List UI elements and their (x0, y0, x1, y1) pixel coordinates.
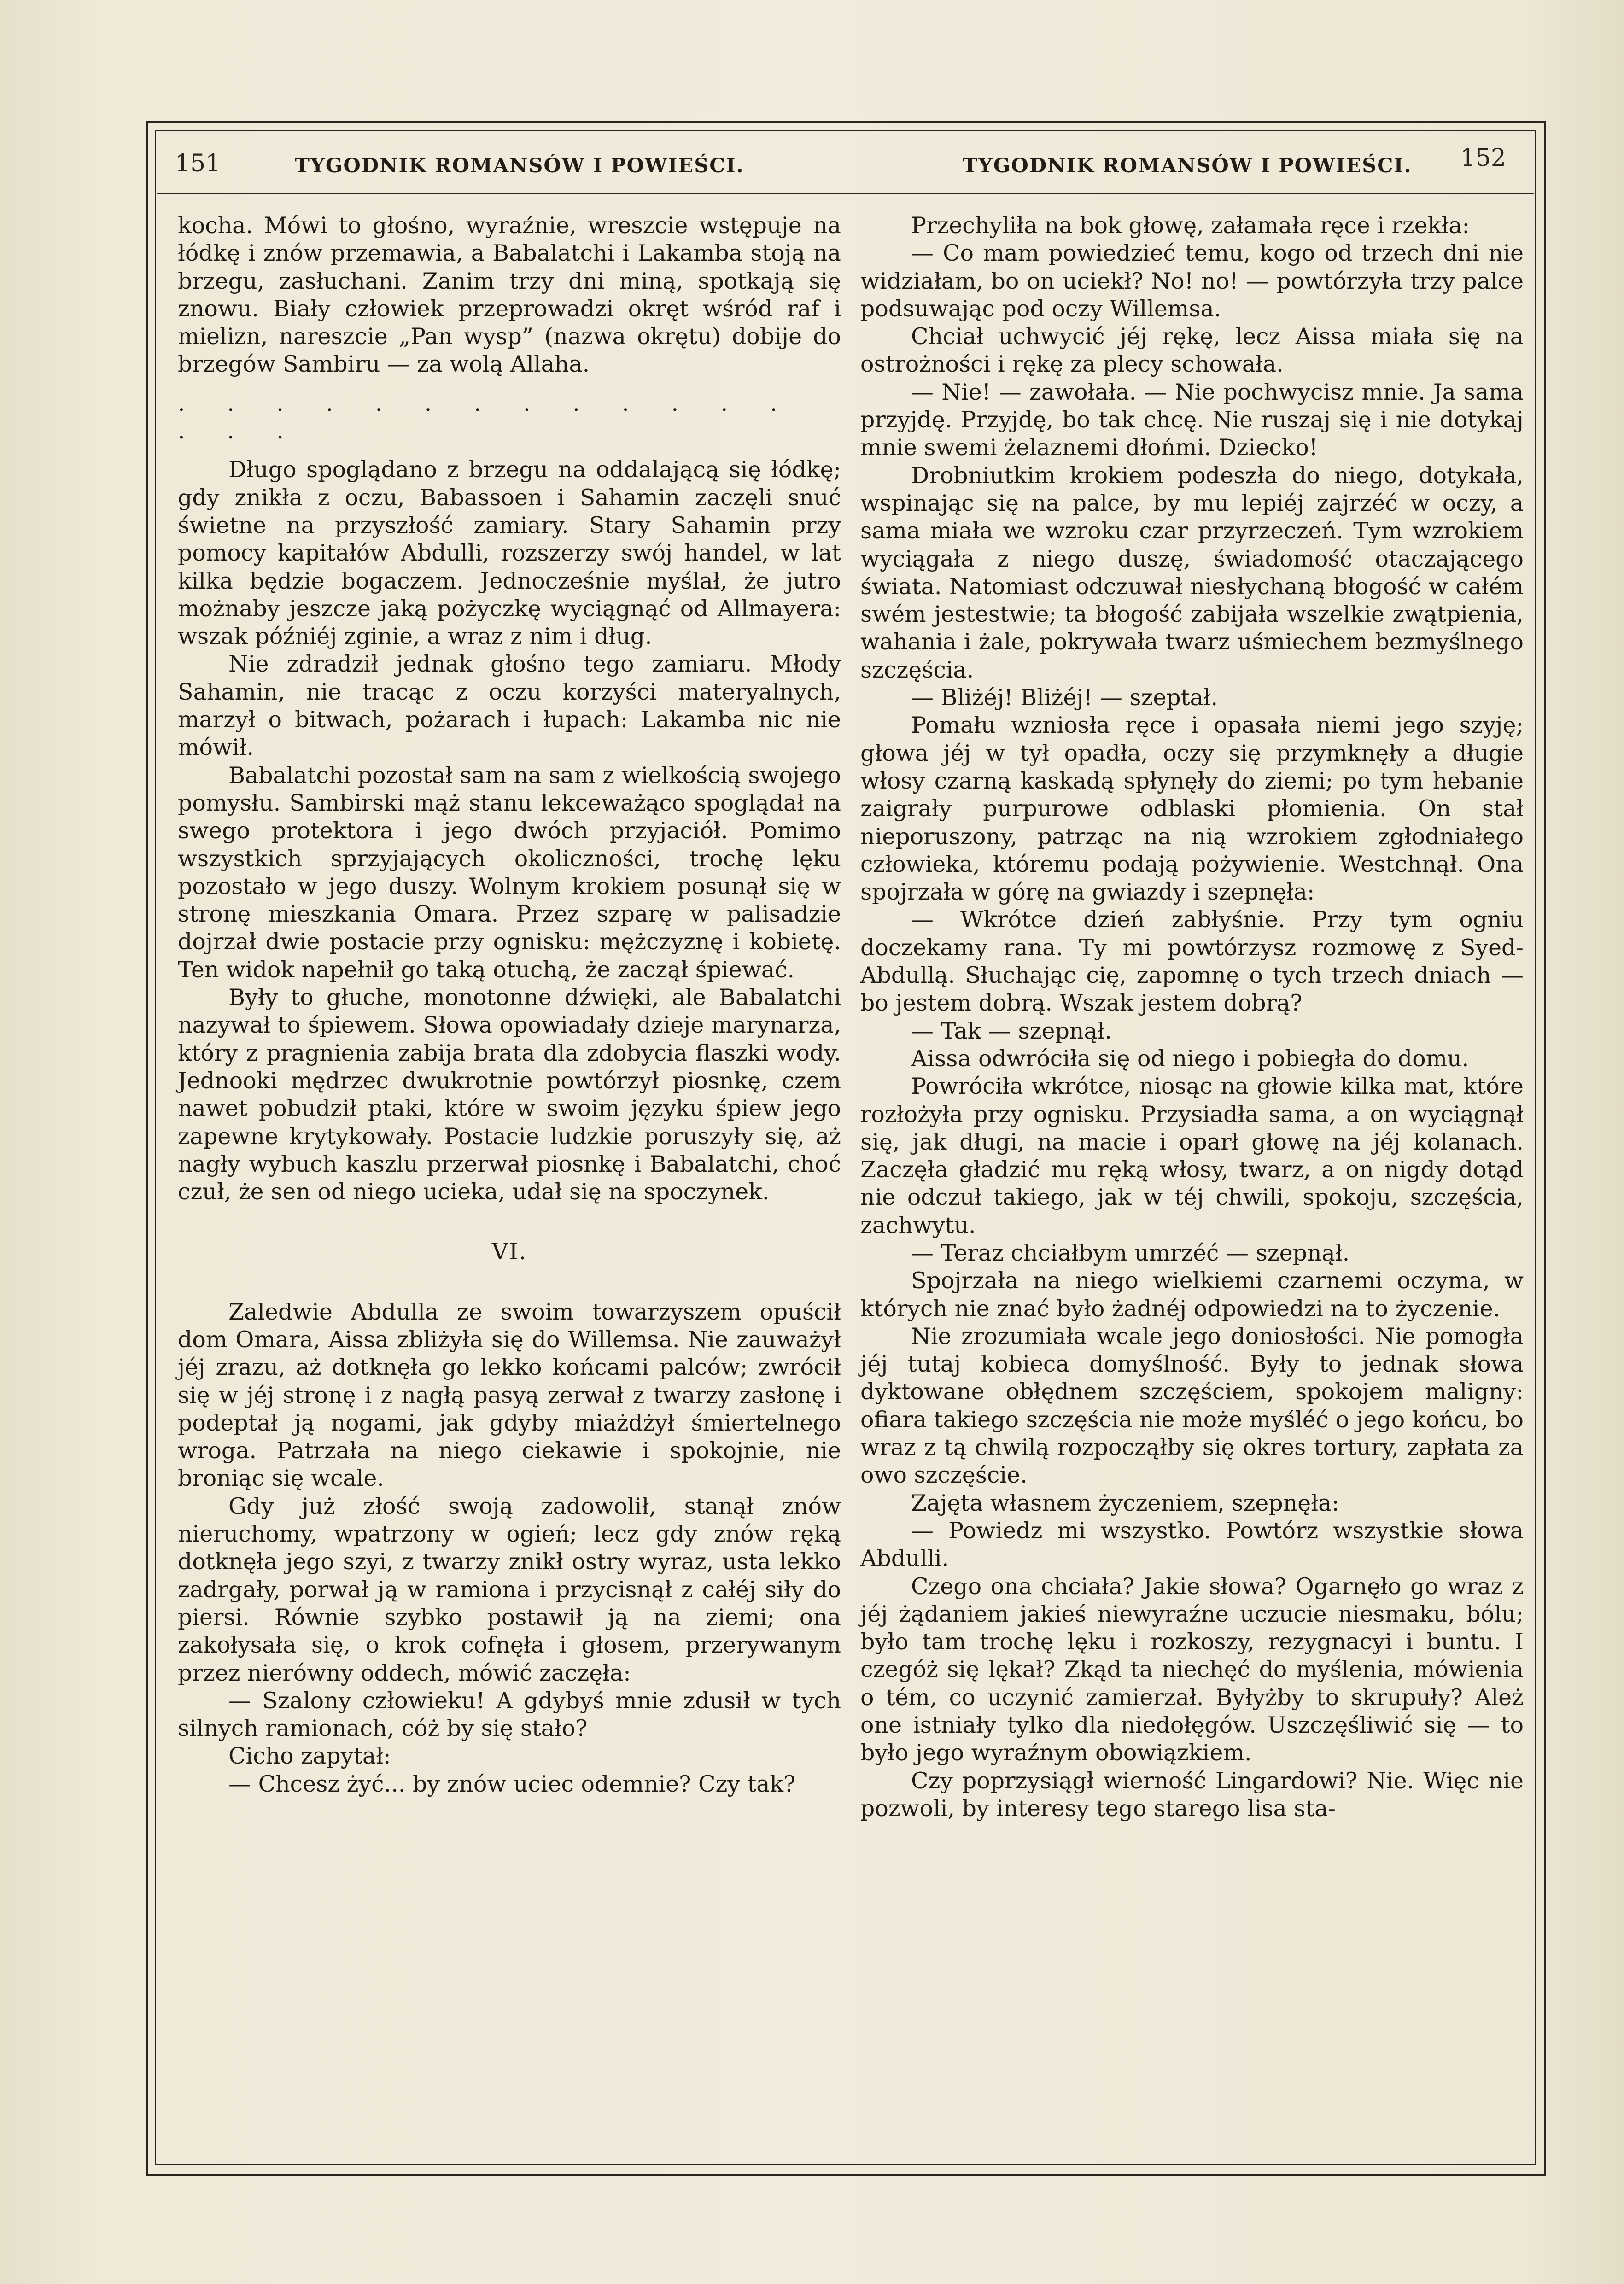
paragraph: — Chcesz żyć... by znów uciec odemnie? Czy tak? (228, 1770, 796, 1797)
paragraph: Zajęta własnem życzeniem, szepnęła: (911, 1490, 1339, 1516)
left-running-title: TYGODNIK ROMANSÓW I POWIEŚCI. (295, 154, 744, 177)
paragraph: — Nie! — zawołała. — Nie pochwycisz mnie. Ja sama przyjdę. Przyjdę, bo tak chcę. Nie ruszaj się i nie dotykaj mnie swemi żelaznemi dłońmi. Dziecko! (860, 379, 1524, 461)
paragraph: Nie zdradził jednak głośno tego zamiaru. Młody Sahamin, nie tracąc z oczu korzyści materyalnych, marzył o bitwach, pożarach i łupach: Lakamba nic nie mówił. (178, 651, 841, 761)
paragraph: Drobniutkim krokiem podeszła do niego, dotykała, wspinając się na palce, by mu lepiéj zajrzéć w oczy, a sama miała we wzroku czar przyrzeczeń. Tym wzrokiem wyciągała z niego duszę, świadomość otaczającego świata. Natomiast odczuwał niesłychaną błogość w całém swém jestestwie; ta błogość zabijała wszelkie zwątpienia, wahania i żale, pokrywała twarz uśmiechem bezmyślnego szczęścia. (860, 462, 1524, 683)
paragraph: Czy poprzysiągł wierność Lingardowi? Nie. Więc nie pozwoli, by interesy tego starego lisa sta- (860, 1767, 1524, 1822)
paragraph: Babalatchi pozostał sam na sam z wielkością swojego pomysłu. Sambirski mąż stanu lekceważąco spoglądał na swego protektora i jego dwóch przyjaciół. Pomimo wszystkich sprzyjających okoliczności, trochę lęku pozostało w jego duszy. Wolnym krokiem posunął się w stronę mieszkania Omara. Przez szparę w palisadzie dojrzał dwie postacie przy ognisku: mężczyznę i kobietę. Ten widok napełnił go taką otuchą, że zaczął śpiewać. (178, 762, 841, 983)
right-page-number: 152 (1460, 144, 1506, 172)
paragraph: Cicho zapytał: (228, 1743, 391, 1770)
chapter-heading: VI. (491, 1238, 527, 1265)
paragraph: — Szalony człowieku! A gdybyś mnie zdusił w tych silnych ramionach, cóż by się stało? (178, 1687, 841, 1742)
section-break-dots: . . . . . . . . . . . . . . . . (178, 390, 795, 444)
paragraph: Długo spoglądano z brzegu na oddalającą się łódkę; gdy znikła z oczu, Babassoen i Sahamin zaczęli snuć świetne na przyszłość zamiary. Stary Sahamin przy pomocy kapitałów Abdulli, rozszerzy swój handel, w lat kilka będzie bogaczem. Jednocześnie myślał, że jutro możnaby jeszcze jaką pożyczkę wyciągnąć od Allmayera: wszak późniéj zginie, a wraz z nim i dług. (178, 456, 841, 650)
right-column (860, 212, 1524, 1823)
paragraph: kocha. Mówi to głośno, wyraźnie, wreszcie wstępuje na łódkę i znów przemawia, a Babalatchi i Lakamba stoją na brzegu, zasłuchani. Zanim trzy dni miną, spotkają się znowu. Biały człowiek przeprowadzi okręt wśród raf i mielizn, nareszcie „Pan wysp” (nazwa okrętu) dobije do brzegów Sambiru — za wolą Allaha. (178, 212, 841, 378)
paragraph: Aissa odwróciła się od niego i pobiegła do domu. (911, 1045, 1469, 1072)
paragraph: — Co mam powiedzieć temu, kogo od trzech dni nie widziałam, bo on uciekł? No! no! — powtórzyła trzy palce podsuwając pod oczy Willemsa. (860, 240, 1524, 322)
paragraph: — Teraz chciałbym umrzéć — szepnął. (911, 1239, 1350, 1266)
paragraph: Zaledwie Abdulla ze swoim towarzyszem opuścił dom Omara, Aissa zbliżyła się do Willemsa. Nie zauważył jéj zrazu, aż dotknęła go lekko końcami palców; zwrócił się w jéj stronę i z nagłą pasyą zerwał z twarzy zasłonę i podeptał ją nogami, jak gdyby miażdżył śmiertelnego wroga. Patrzała na niego ciekawie i spokojnie, nie broniąc się wcale. (178, 1298, 841, 1492)
paragraph: Spojrzała na niego wielkiemi czarnemi oczyma, w których nie znać było żadnéj odpowiedzi na to życzenie. (860, 1268, 1524, 1322)
paragraph: Gdy już złość swoją zadowolił, stanął znów nieruchomy, wpatrzony w ogień; lecz gdy znów ręką dotknęła jego szyi, z twarzy znikł ostry wyraz, usta lekko zadrgały, porwał ją w ramiona i przycisnął z całéj siły do piersi. Równie szybko postawił ją na ziemi; ona zakołysała się, o krok cofnęła i głosem, przerywanym przez nierówny oddech, mówić zaczęła: (178, 1493, 841, 1686)
paragraph: Były to głuche, monotonne dźwięki, ale Babalatchi nazywał to śpiewem. Słowa opowiadały dzieje marynarza, który z pragnienia zabija brata dla zdobycia flaszki wody. Jednooki mędrzec dwukrotnie powtórzył piosnkę, czem nawet pobudził ptaki, które w swoim języku śpiew jego zapewne krytykowały. Postacie ludzkie poruszyły się, aż nagły wybuch kaszlu przerwał piosnkę i Babalatchi, choć czuł, że sen od niego ucieka, udał się na spoczynek. (178, 984, 841, 1205)
left-page-number: 151 (175, 150, 221, 177)
paragraph: — Powiedz mi wszystko. Powtórz wszystkie słowa Abdulli. (860, 1517, 1524, 1572)
paragraph: Czego ona chciała? Jakie słowa? Ogarnęło go wraz z jéj żądaniem jakieś niewyraźne uczucie niesmaku, bólu; było tam trochę lęku i rozkoszy, rezygnacyi i buntu. I czegóż się lękał? Zkąd ta niechęć do myślenia, mówienia o tém, co uczynić zamierzał. Byłyżby to skrupuły? Ależ one istniały tylko dla niedołęgów. Uszczęśliwić się — to było jego wyraźnym obowiązkiem. (860, 1573, 1524, 1766)
paragraph: Przechyliła na bok głowę, załamała ręce i rzekła: (911, 212, 1470, 239)
paragraph: Pomału wzniosła ręce i opasała niemi jego szyję; głowa jéj w tył opadła, oczy się przymknęły a długie włosy czarną kaskadą spłynęły do ziemi; po tym hebanie zaigrały purpurowe odblaski płomienia. On stał nieporuszony, patrząc na nią wzrokiem zgłodniałego człowieka, któremu podają pożywienie. Westchnął. Ona spojrzała w górę na gwiazdy i szepnęła: (860, 712, 1524, 905)
paragraph: — Tak — szepnął. (911, 1017, 1112, 1044)
left-column (178, 212, 841, 1798)
right-running-title: TYGODNIK ROMANSÓW I POWIEŚCI. (963, 154, 1412, 177)
header-rule (157, 193, 1534, 194)
paragraph: — Wkrótce dzień zabłyśnie. Przy tym ogniu doczekamy rana. Ty mi powtórzysz rozmowę z Syed-Abdullą. Słuchając cię, zapomnę o tych trzech dniach — bo jestem dobrą. Wszak jestem dobrą? (860, 906, 1524, 1016)
paragraph: Chciał uchwycić jéj rękę, lecz Aissa miała się na ostrożności i rękę za plecy schowała. (860, 323, 1524, 378)
page-header (157, 140, 1534, 191)
paragraph: Powróciła wkrótce, niosąc na głowie kilka mat, które rozłożyła przy ognisku. Przysiadła sama, a on wyciągnął się, jak długi, na macie i oparł głowę na jéj kolanach. Zaczęła gładzić mu ręką włosy, twarz, a on nigdy dotąd nie odczuł takiego, jak w téj chwili, spokoju, szczęścia, zachwytu. (860, 1073, 1524, 1238)
paragraph: — Bliżéj! Bliżéj! — szeptał. (911, 684, 1218, 711)
paragraph: Nie zrozumiała wcale jego doniosłości. Nie pomogła jéj tutaj kobieca domyślność. Były to jednak słowa dyktowane obłędnem szczęściem, spokojem maligny: ofiara takiego szczęścia nie może myśléć o jego końcu, bo wraz z tą chwilą rozpocząłby się okres tortury, zapłata za owo szczęście. (860, 1323, 1524, 1489)
